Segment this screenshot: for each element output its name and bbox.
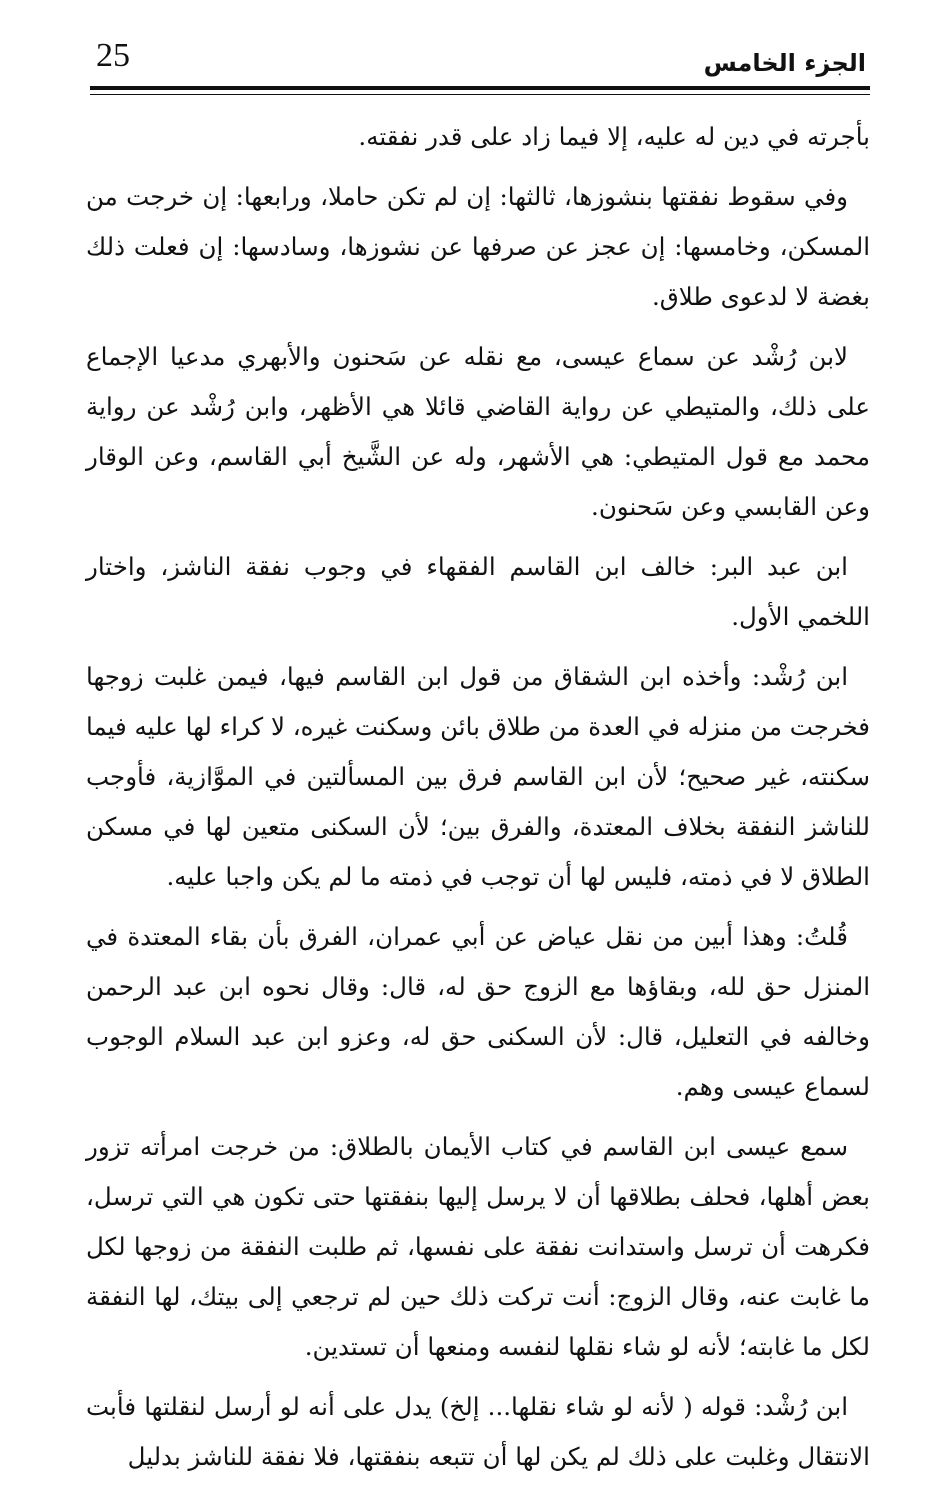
paragraph: ابن رُشْد: قوله ( لأنه لو شاء نقلها... إلخ) يدل على أنه لو أرسل لنقلتها فأبت الانتقال وغلبت على ذلك لم يكن لها أن تتبعه بنفقتها، فلا نفقة للناشز بدليل bbox=[86, 1392, 870, 1471]
paragraph: وفي سقوط نفقتها بنشوزها، ثالثها: إن لم تكن حاملا، ورابعها: إن خرجت من المسكن، وخامسها: إن عجز عن صرفها عن نشوزها، وسادسها: إن فعلت ذلك بغضة لا لدعوى طلاق. bbox=[86, 182, 870, 311]
body-text bbox=[86, 112, 870, 1492]
running-title: الجزء الخامس bbox=[703, 49, 866, 77]
paragraph: لابن رُشْد عن سماع عيسى، مع نقله عن سَحنون والأبهري مدعيا الإجماع على ذلك، والمتيطي عن رواية القاضي قائلا هي الأظهر، وابن رُشْد عن رواية محمد مع قول المتيطي: هي الأشهر، وله عن الشَّيخ أبي القاسم، وعن الوقار وعن القابسي وعن سَحنون. bbox=[86, 342, 870, 521]
header-rule-thin bbox=[90, 94, 870, 95]
page-number: 25 bbox=[96, 37, 130, 74]
header-rule-thick bbox=[90, 86, 870, 90]
paragraph: ابن رُشْد: وأخذه ابن الشقاق من قول ابن القاسم فيها، فيمن غلبت زوجها فخرجت من منزله في العدة من طلاق بائن وسكنت غيره، لا كراء لها عليه فيما سكنته، غير صحيح؛ لأن ابن القاسم فرق بين المسألتين في الموَّازية، فأوجب للناشز النفقة بخلاف المعتدة، والفرق بين؛ لأن السكنى متعين لها في مسكن الطلاق لا في ذمته، فليس لها أن توجب في ذمته ما لم يكن واجبا عليه. bbox=[86, 662, 870, 891]
paragraph: سمع عيسى ابن القاسم في كتاب الأيمان بالطلاق: من خرجت امرأته تزور بعض أهلها، فحلف بطلاقها أن لا يرسل إليها بنفقتها حتى تكون هي التي ترسل، فكرهت أن ترسل واستدانت نفقة على نفسها، ثم طلبت النفقة من زوجها لكل ما غابت عنه، وقال الزوج: أنت تركت ذلك حين لم ترجعي إلى بيتك، لها النفقة لكل ما غابته؛ لأنه لو شاء نقلها لنفسه ومنعها أن تستدين. bbox=[86, 1132, 870, 1361]
paragraph: ابن عبد البر: خالف ابن القاسم الفقهاء في وجوب نفقة الناشز، واختار اللخمي الأول. bbox=[86, 552, 870, 631]
paragraph: قُلتُ: وهذا أبين من نقل عياض عن أبي عمران، الفرق بأن بقاء المعتدة في المنزل حق لله، وبقاؤها مع الزوج حق له، قال: وقال نحوه ابن عبد الرحمن وخالفه في التعليل، قال: لأن السكنى حق له، وعزو ابن عبد السلام الوجوب لسماع عيسى وهم. bbox=[86, 922, 870, 1101]
paragraph: بأجرته في دين له عليه، إلا فيما زاد على قدر نفقته. bbox=[358, 122, 870, 151]
page-header bbox=[90, 30, 870, 102]
